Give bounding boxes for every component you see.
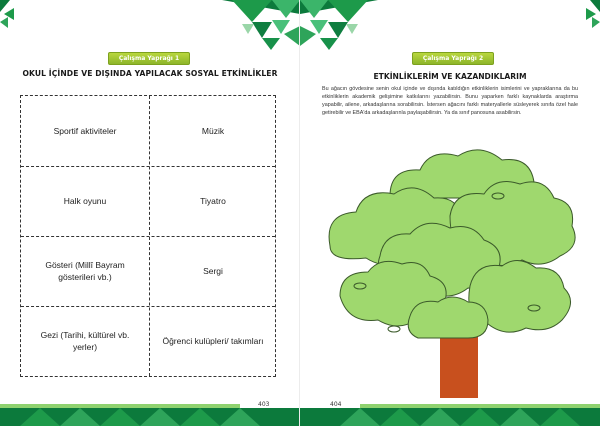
activity-cell: Sergi bbox=[203, 266, 223, 276]
page-number: 403 bbox=[258, 401, 270, 408]
activity-cell: Müzik bbox=[201, 126, 225, 136]
right-page bbox=[300, 0, 600, 426]
footer-band-left bbox=[0, 398, 300, 426]
corner-decoration-left bbox=[0, 0, 40, 40]
instruction-paragraph: Bu ağacın gövdesine senin okul içinde ve dışında katıldığın etkinliklerin isimlerini ve yapraklarına da bu etkinliklerin akademik gelişimine katkılarını yazabilirsin. Bunu yaparken farklı kaynaklarda araştırma yapabilir, ailene, arkadaşlarına sorabilirsin. İstersen ağacını farklı materyallerle süsleyerek sınıfa özel hale getirebilir ve EBA'da arkadaşlarınla paylaşabilirsin. Ya da sınıf panosuna asabilirsin. bbox=[322, 86, 578, 116]
activity-cell: Gezi (Tarihi, kültürel vb. yerler) bbox=[40, 330, 130, 352]
header-geometric-decoration-left bbox=[222, 0, 300, 52]
corner-decoration-right bbox=[560, 0, 600, 40]
activity-grid bbox=[20, 95, 276, 377]
header-geometric-decoration-right bbox=[300, 0, 378, 52]
page-title: OKUL İÇİNDE VE DIŞINDA YAPILACAK SOSYAL ETKİNLİKLER bbox=[22, 69, 278, 78]
activity-cell: Halk oyunu bbox=[63, 196, 107, 206]
activity-cell: Tiyatro bbox=[200, 196, 226, 206]
footer-band-right bbox=[300, 398, 600, 426]
activity-cell: Gösteri (Millî Bayram gösterileri vb.) bbox=[45, 260, 125, 282]
activity-cell: Öğrenci kulüpleri/ takımları bbox=[162, 336, 264, 346]
worksheet-badge: Çalışma Yaprağı 2 bbox=[412, 52, 494, 65]
page-number: 404 bbox=[330, 401, 342, 408]
worksheet-badge: Çalışma Yaprağı 1 bbox=[108, 52, 190, 65]
activity-cell: Sportif aktiviteler bbox=[53, 126, 117, 136]
tree-illustration bbox=[320, 136, 590, 398]
page-title: ETKİNLİKLERİM VE KAZANDIKLARIM bbox=[373, 72, 527, 81]
